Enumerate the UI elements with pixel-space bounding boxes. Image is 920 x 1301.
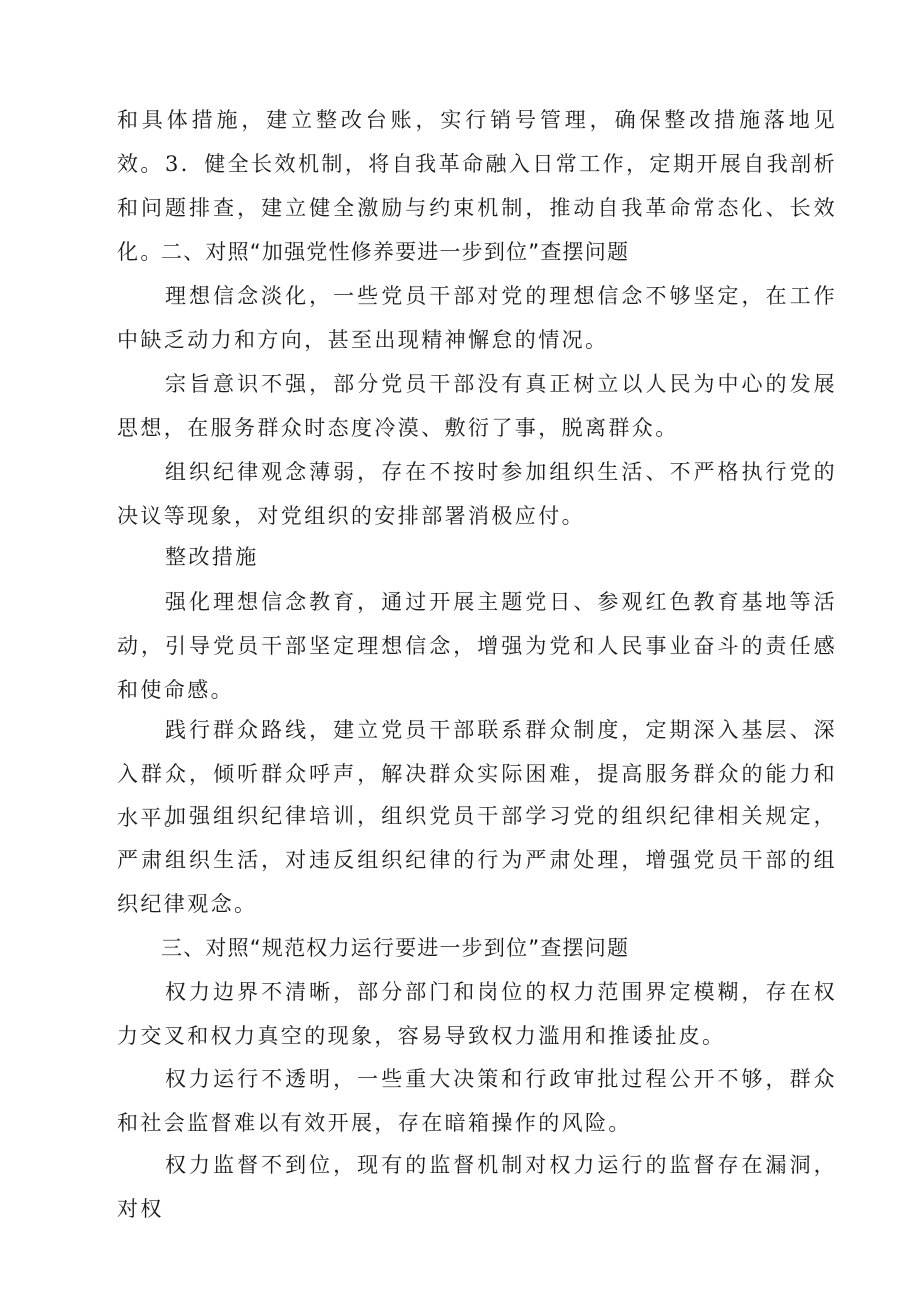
paragraph-measure-b: 践行群众路线，建立党员干部联系群众制度，定期深入基层、深入群众，倾听群众呼声，解决群众实际困难，提高服务群众的能力和水平。: [117, 718, 837, 830]
paragraph-problem-1: 理想信念淡化，一些党员干部对党的理想信念不够坚定，在工作中缺乏动力和方向，甚至出现精神懈怠的情况。: [117, 284, 837, 352]
paragraph-continuation: 和具体措施，建立整改台账，实行销号管理，确保整改措施落地见效。: [117, 108, 837, 176]
paragraph-measure-3: 3．健全长效机制，将自我革命融入日常工作，定期开展自我剖析和问题排查，建立健全激励与约束机制，推动自我革命常态化、长效化。: [117, 152, 837, 264]
paragraph-measure-c: 加强组织纪律培训，组织党员干部学习党的组织纪律相关规定，严肃组织生活，对违反组织纪律的行为严肃处理，增强党员干部的组织纪律观念。: [117, 804, 837, 916]
paragraph-power-1: 权力边界不清晰，部分部门和岗位的权力范围界定模糊，存在权力交叉和权力真空的现象，容易导致权力滥用和推诿扯皮。: [117, 980, 837, 1048]
section-heading-2: 二、对照“加强党性修养要进一步到位”查摆问题: [161, 240, 630, 264]
paragraph-problem-2: 宗旨意识不强，部分党员干部没有真正树立以人民为中心的发展思想，在服务群众时态度冷漠、敷衍了事，脱离群众。: [117, 372, 837, 440]
paragraph-problem-3: 组织纪律观念薄弱，存在不按时参加组织生活、不严格执行党的决议等现象，对党组织的安排部署消极应付。: [117, 460, 837, 528]
paragraph-measure-a: 强化理想信念教育，通过开展主题党日、参观红色教育基地等活动，引导党员干部坚定理想信念，增强为党和人民事业奋斗的责任感和使命感。: [117, 590, 837, 702]
subheading-rectification: 整改措施: [165, 545, 259, 569]
paragraph-power-2: 权力运行不透明，一些重大决策和行政审批过程公开不够，群众和社会监督难以有效开展，存在暗箱操作的风险。: [117, 1067, 837, 1135]
section-heading-3: 三、对照“规范权力运行要进一步到位”查摆问题: [161, 936, 630, 960]
paragraph-power-3: 权力监督不到位，现有的监督机制对权力运行的监督存在漏洞，对权: [117, 1153, 837, 1221]
